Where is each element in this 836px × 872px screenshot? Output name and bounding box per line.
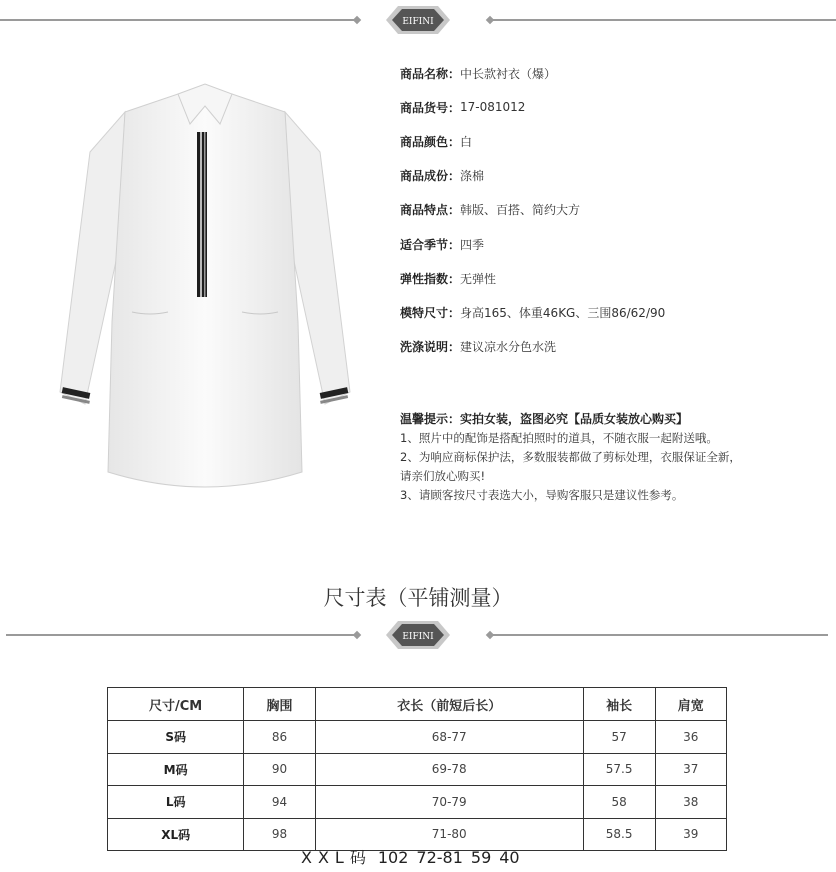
product-info xyxy=(400,56,820,364)
notice-line: 1、照片中的配饰是搭配拍照时的道具，不随衣服一起附送哦。 xyxy=(400,431,718,445)
info-row-elasticity xyxy=(400,261,820,295)
cell-shoulder: 36 xyxy=(655,721,726,754)
table-row xyxy=(108,786,727,819)
info-key: 商品特点： xyxy=(400,203,461,218)
cell-sleeve: 57.5 xyxy=(583,753,655,786)
cell-size: L码 xyxy=(108,786,244,819)
cell-length: 69-78 xyxy=(315,753,583,786)
logo-text: EIFINI xyxy=(402,17,434,27)
xxl-size: XXL码 xyxy=(301,848,372,867)
info-key: 商品颜色： xyxy=(400,134,461,149)
info-row-color xyxy=(400,124,820,158)
xxl-sleeve: 59 xyxy=(470,848,492,867)
cell-shoulder: 39 xyxy=(655,818,726,851)
col-sleeve: 袖长 xyxy=(583,688,655,721)
cell-sleeve: 58 xyxy=(583,786,655,819)
xxl-shoulder: 40 xyxy=(499,848,520,867)
info-key: 适合季节： xyxy=(400,237,461,252)
info-key: 商品名称： xyxy=(400,66,461,81)
info-row-sku xyxy=(400,90,820,124)
cell-length: 68-77 xyxy=(315,721,583,754)
divider-line-right xyxy=(490,19,836,21)
top-divider xyxy=(0,0,836,40)
size-divider xyxy=(0,615,836,655)
notice-line: 2、为响应商标保护法，多数服装都做了剪标处理，衣服保证全新， xyxy=(400,450,741,464)
cell-shoulder: 37 xyxy=(655,753,726,786)
col-shoulder: 肩宽 xyxy=(655,688,726,721)
xxl-chest: 102 xyxy=(377,848,409,867)
info-value: 韩版、百搭、简约大方 xyxy=(460,203,581,218)
info-value: 17-081012 xyxy=(460,100,526,115)
notice-line: 请亲们放心购买! xyxy=(400,469,486,483)
cell-chest: 98 xyxy=(244,818,315,851)
table-row xyxy=(108,753,727,786)
info-value: 身高165、体重46KG、三围86/62/90 xyxy=(460,305,666,320)
info-row-washing xyxy=(400,330,820,364)
cell-length: 70-79 xyxy=(315,786,583,819)
notice-title: 温馨提示：实拍女装，盗图必究【品质女装放心购买】 xyxy=(400,412,689,426)
logo-text: EIFINI xyxy=(402,632,434,642)
brand-logo xyxy=(382,615,454,655)
cell-sleeve: 58.5 xyxy=(583,818,655,851)
cell-length: 71-80 xyxy=(315,818,583,851)
info-key: 商品货号： xyxy=(400,100,461,115)
size-chart-title: 尺寸表（平铺测量） xyxy=(323,586,513,610)
info-row-features xyxy=(400,193,820,227)
cell-chest: 86 xyxy=(244,721,315,754)
info-key: 模特尺寸： xyxy=(400,305,461,320)
divider-line-left xyxy=(0,19,357,21)
cell-shoulder: 38 xyxy=(655,786,726,819)
col-length: 衣长（前短后长） xyxy=(315,688,583,721)
info-value: 涤棉 xyxy=(460,169,485,184)
info-value: 无弹性 xyxy=(460,271,497,286)
size-table xyxy=(107,687,727,851)
info-value: 建议凉水分色水洗 xyxy=(460,340,557,355)
table-header-row xyxy=(108,688,727,721)
info-row-name xyxy=(400,56,820,90)
cell-size: M码 xyxy=(108,753,244,786)
product-image xyxy=(50,72,360,502)
xxl-length: 72-81 xyxy=(416,848,463,867)
notice-line: 3、请顾客按尺寸表选大小，导购客服只是建议性参考。 xyxy=(400,488,684,502)
cell-chest: 90 xyxy=(244,753,315,786)
info-key: 洗涤说明： xyxy=(400,340,461,355)
info-row-season xyxy=(400,227,820,261)
divider-line-right xyxy=(490,634,828,636)
cell-size: XL码 xyxy=(108,818,244,851)
info-value: 四季 xyxy=(460,237,485,252)
info-row-material xyxy=(400,159,820,193)
divider-line-left xyxy=(6,634,357,636)
cell-chest: 94 xyxy=(244,786,315,819)
notice-box xyxy=(400,410,760,505)
info-value: 中长款衬衣（爆） xyxy=(460,66,557,81)
info-value: 白 xyxy=(460,134,473,149)
info-key: 商品成份： xyxy=(400,169,461,184)
info-key: 弹性指数： xyxy=(400,271,461,286)
col-chest: 胸围 xyxy=(244,688,315,721)
info-row-model-size xyxy=(400,295,820,329)
cell-size: S码 xyxy=(108,721,244,754)
col-size: 尺寸/CM xyxy=(108,688,244,721)
brand-logo xyxy=(382,0,454,40)
table-row xyxy=(108,721,727,754)
xxl-row xyxy=(301,845,528,868)
cell-sleeve: 57 xyxy=(583,721,655,754)
